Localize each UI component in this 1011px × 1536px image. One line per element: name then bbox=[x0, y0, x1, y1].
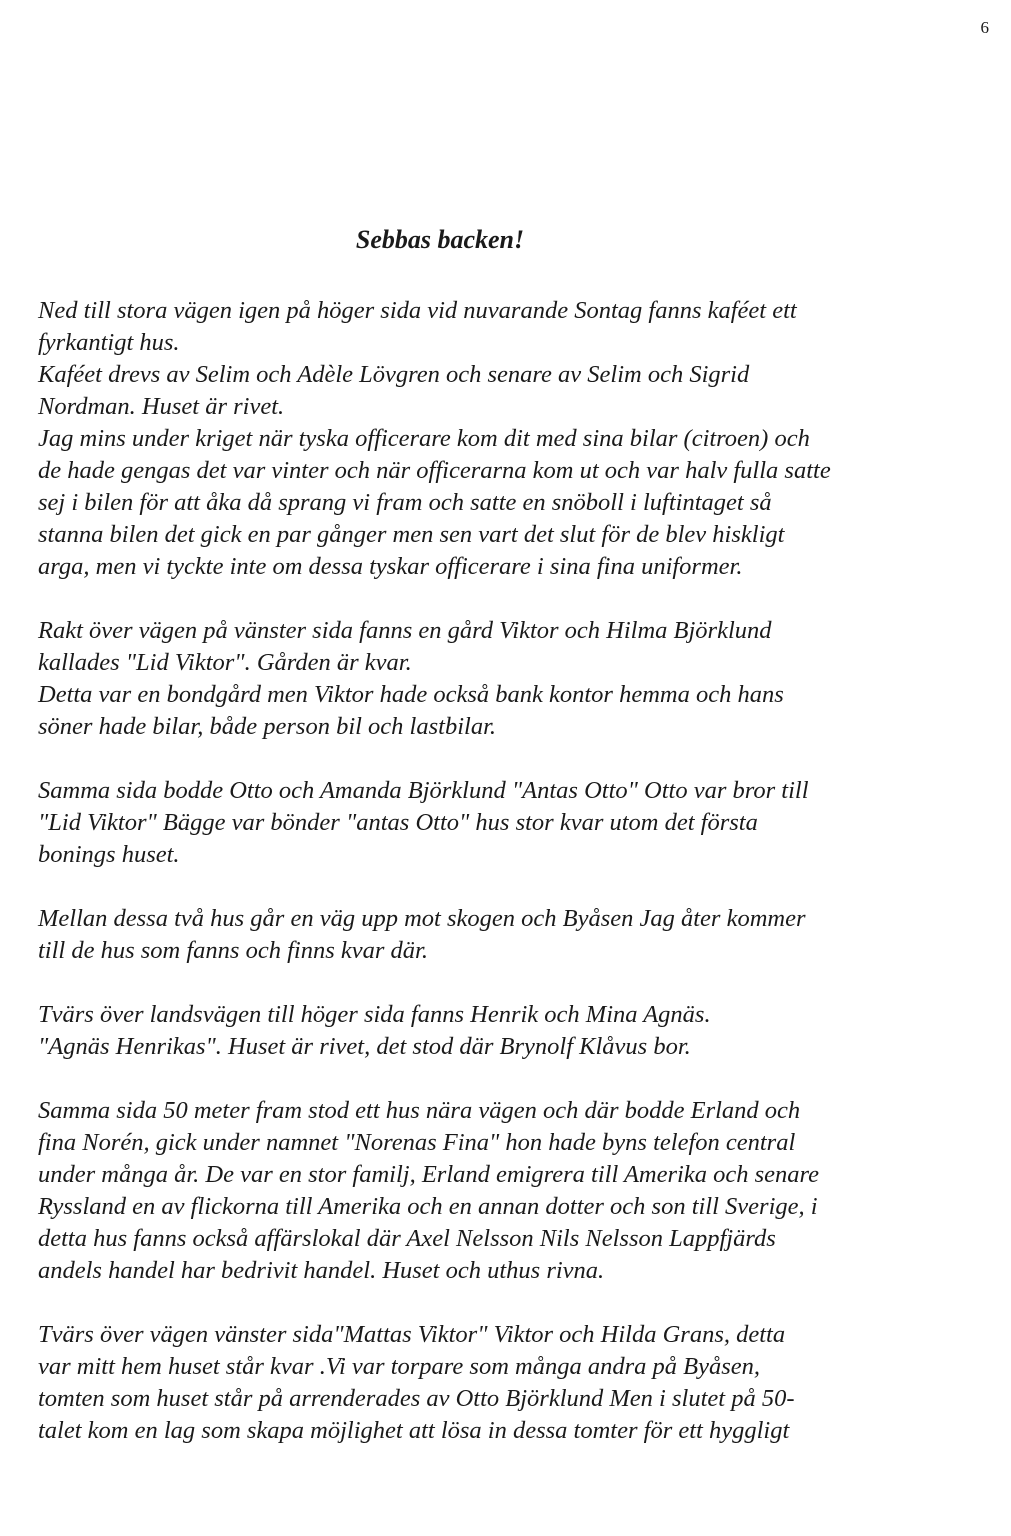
page-number: 6 bbox=[980, 18, 989, 37]
text-line: stanna bilen det gick en par gånger men sen vart det slut för de blev hiskligt bbox=[38, 521, 785, 548]
text-line: Nordman. Huset är rivet. bbox=[38, 393, 285, 420]
text-line: Jag mins under kriget när tyska officerare kom dit med sina bilar (citroen) och bbox=[38, 425, 810, 452]
paragraph-1 bbox=[38, 295, 998, 583]
text-line: tomten som huset står på arrenderades av Otto Björklund Men i slutet på 50- bbox=[38, 1385, 795, 1412]
text-line: till de hus som fanns och finns kvar där. bbox=[38, 937, 428, 964]
text-line: "Lid Viktor" Bägge var bönder "antas Otto" hus stor kvar utom det första bbox=[38, 809, 758, 836]
text-line: Mellan dessa två hus går en väg upp mot skogen och Byåsen Jag åter kommer bbox=[38, 905, 806, 932]
paragraph-7 bbox=[38, 1319, 998, 1447]
paragraph-3 bbox=[38, 775, 998, 871]
text-line: andels handel har bedrivit handel. Huset och uthus rivna. bbox=[38, 1257, 605, 1284]
text-line: Tvärs över vägen vänster sida"Mattas Viktor" Viktor och Hilda Grans, detta bbox=[38, 1321, 786, 1348]
text-line: Rakt över vägen på vänster sida fanns en gård Viktor och Hilma Björklund bbox=[38, 617, 772, 644]
paragraph-6 bbox=[38, 1095, 998, 1287]
text-line: Kaféet drevs av Selim och Adèle Lövgren och senare av Selim och Sigrid bbox=[38, 361, 750, 388]
text-line: söner hade bilar, både person bil och lastbilar. bbox=[38, 713, 497, 740]
text-line: arga, men vi tyckte inte om dessa tyskar officerare i sina fina uniformer. bbox=[38, 553, 743, 580]
text-line: fyrkantigt hus. bbox=[38, 329, 180, 356]
text-line: detta hus fanns också affärslokal där Axel Nelsson Nils Nelsson Lappfjärds bbox=[38, 1225, 776, 1252]
text-line: "Agnäs Henrikas". Huset är rivet, det stod där Brynolf Klåvus bor. bbox=[38, 1033, 691, 1060]
page-title: Sebbas backen! bbox=[355, 225, 525, 254]
text-line: talet kom en lag som skapa möjlighet att lösa in dessa tomter för ett hyggligt bbox=[38, 1417, 790, 1444]
text-line: fina Norén, gick under namnet "Norenas Fina" hon hade byns telefon central bbox=[38, 1129, 796, 1156]
text-line: var mitt hem huset står kvar .Vi var torpare som många andra på Byåsen, bbox=[38, 1353, 760, 1380]
text-line: sej i bilen för att åka då sprang vi fram och satte en snöboll i luftintaget så bbox=[38, 489, 772, 516]
paragraph-2 bbox=[38, 615, 998, 743]
text-line: kallades "Lid Viktor". Gården är kvar. bbox=[38, 649, 412, 676]
text-line: Samma sida bodde Otto och Amanda Björklund "Antas Otto" Otto var bror till bbox=[38, 777, 809, 804]
body-text bbox=[38, 295, 998, 1479]
paragraph-5 bbox=[38, 999, 998, 1063]
text-line: Detta var en bondgård men Viktor hade också bank kontor hemma och hans bbox=[38, 681, 784, 708]
text-line: under många år. De var en stor familj, Erland emigrera till Amerika och senare bbox=[38, 1161, 819, 1188]
text-line: Ned till stora vägen igen på höger sida vid nuvarande Sontag fanns kaféet ett bbox=[38, 297, 797, 324]
text-line: Tvärs över landsvägen till höger sida fanns Henrik och Mina Agnäs. bbox=[38, 1001, 711, 1028]
paragraph-4 bbox=[38, 903, 998, 967]
text-line: Ryssland en av flickorna till Amerika och en annan dotter och son till Sverige, i bbox=[38, 1193, 818, 1220]
text-line: de hade gengas det var vinter och när officerarna kom ut och var halv fulla satte bbox=[38, 457, 831, 484]
text-line: Samma sida 50 meter fram stod ett hus nära vägen och där bodde Erland och bbox=[38, 1097, 801, 1124]
text-line: bonings huset. bbox=[38, 841, 180, 868]
